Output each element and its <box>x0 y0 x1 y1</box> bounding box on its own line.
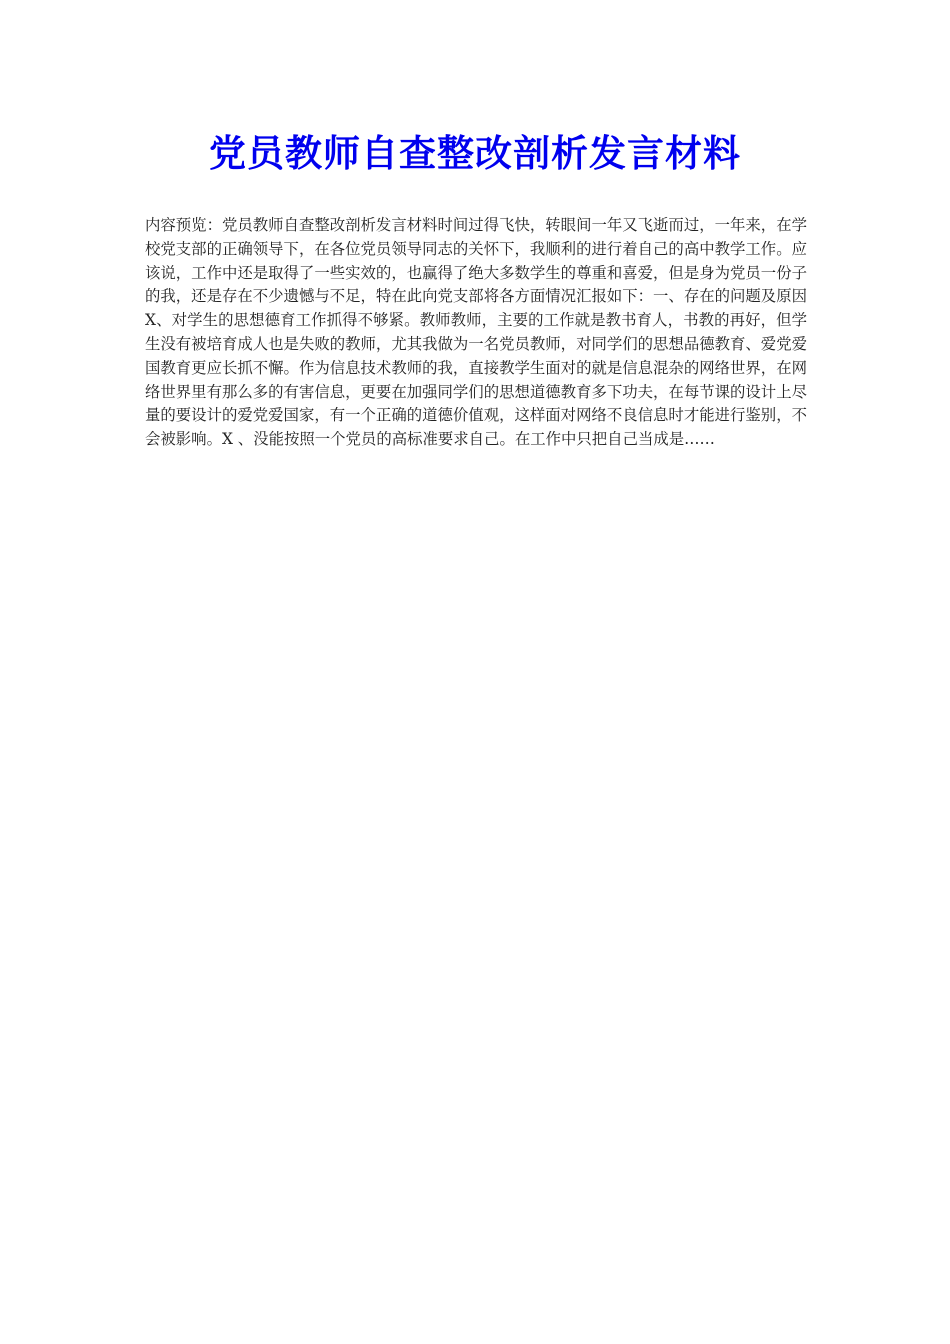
document-title: 党员教师自查整改剖析发言材料 <box>209 132 741 175</box>
document-body: 内容预览：党员教师自查整改剖析发言材料时间过得飞快，转眼间一年又飞逝而过，一年来，在学校党支部的正确领导下，在各位党员领导同志的关怀下，我顺利的进行着自己的高中教学工作。应该说，工作中还是取得了一些实效的，也赢得了绝大多数学生的尊重和喜爱，但是身为党员一份子的我，还是存在不少遗憾与不足，特在此向党支部将各方面情况汇报如下：一、存在的问题及原因 X、对学生的思想德育工作抓得不够紧。教师教师，主要的工作就是教书育人，书教的再好，但学生没有被培育成人也是失败的教师，尤其我做为一名党员教师，对同学们的思想品德教育、爱党爱国教育更应长抓不懈。作为信息技术教师的我，直接教学生面对的就是信息混杂的网络世界，在网络世界里有那么多的有害信息，更要在加强同学们的思想道德教育多下功夫，在每节课的设计上尽量的要设计的爱党爱国家，有一个正确的道德价值观，这样面对网络不良信息时才能进行鉴别，不会被影响。X 、没能按照一个党员的高标准要求自己。在工作中只把自己当成是…… <box>145 216 807 449</box>
